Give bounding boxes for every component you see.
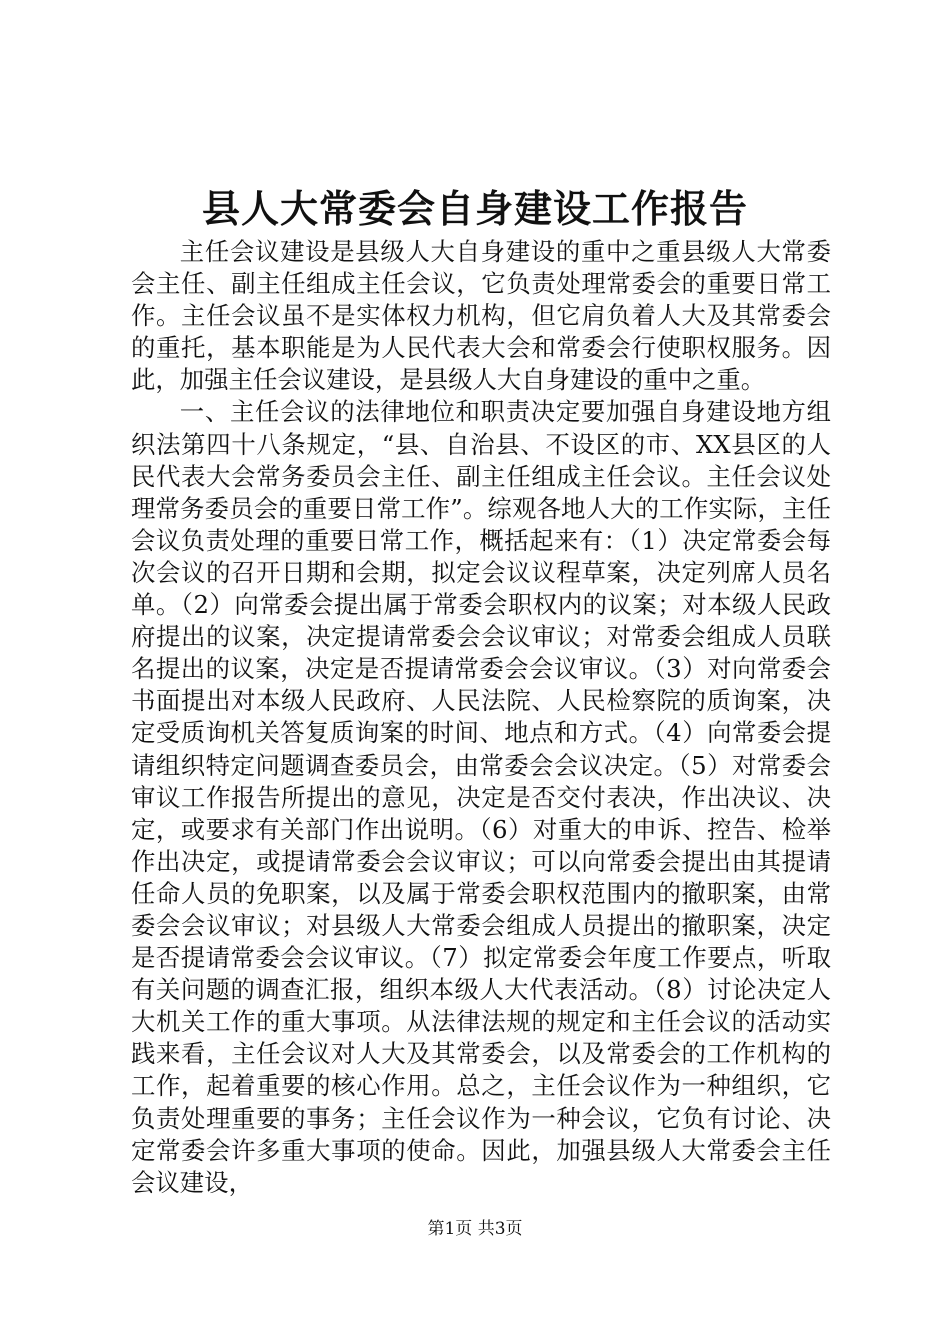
- paragraph-section-one: 一、主任会议的法律地位和职责决定要加强自身建设地方组织法第四十八条规定，“县、自治县、不设区的市、XX县区的人民代表大会常务委员会主任、副主任组成主任会议。主任会议处理常务委员会的重要日常工作”。综观各地人大的工作实际，主任会议负责处理的重要日常工作，概括起来有：（1）决定常委会每次会议的召开日期和会期，拟定会议议程草案，决定列席人员名单。（2）向常委会提出属于常委会职权内的议案；对本级人民政府提出的议案，决定提请常委会会议审议；对常委会组成人员联名提出的议案，决定是否提请常委会会议审议。（3）对向常委会书面提出对本级人民政府、人民法院、人民检察院的质询案，决定受质询机关答复质询案的时间、地点和方式。（4）向常委会提请组织特定问题调查委员会，由常委会会议决定。（5）对常委会审议工作报告所提出的意见，决定是否交付表决，作出决议、决定，或要求有关部门作出说明。（6）对重大的申诉、控告、检举作出决定，或提请常委会会议审议；可以向常委会提出由其提请任命人员的免职案，以及属于常委会职权范围内的撤职案，由常委会会议审议；对县级人大常委会组成人员提出的撤职案，决定是否提请常委会会议审议。（7）拟定常委会年度工作要点，听取有关问题的调查汇报，组织本级人大代表活动。（8）讨论决定人大机关工作的重大事项。从法律法规的规定和主任会议的活动实践来看，主任会议对人大及其常委会，以及常委会的工作机构的工作，起着重要的核心作用。总之，主任会议作为一种组织，它负责处理重要的事务；主任会议作为一种会议，它负有讨论、决定常委会许多重大事项的使命。因此，加强县级人大常委会主任会议建设，: [131, 397, 831, 1197]
- document-body: [131, 236, 831, 1199]
- paragraph-intro: 主任会议建设是县级人大自身建设的重中之重县级人大常委会主任、副主任组成主任会议，它负责处理常委会的重要日常工作。主任会议虽不是实体权力机构，但它肩负着人大及其常委会的重托，基本职能是为人民代表大会和常委会行使职权服务。因此，加强主任会议建设，是县级人大自身建设的重中之重。: [131, 237, 831, 395]
- document-title: 县人大常委会自身建设工作报告: [201, 186, 748, 231]
- page-total: 共3页: [477, 1219, 523, 1239]
- page-number: 第1页: [427, 1219, 473, 1239]
- page-footer: [0, 1217, 950, 1241]
